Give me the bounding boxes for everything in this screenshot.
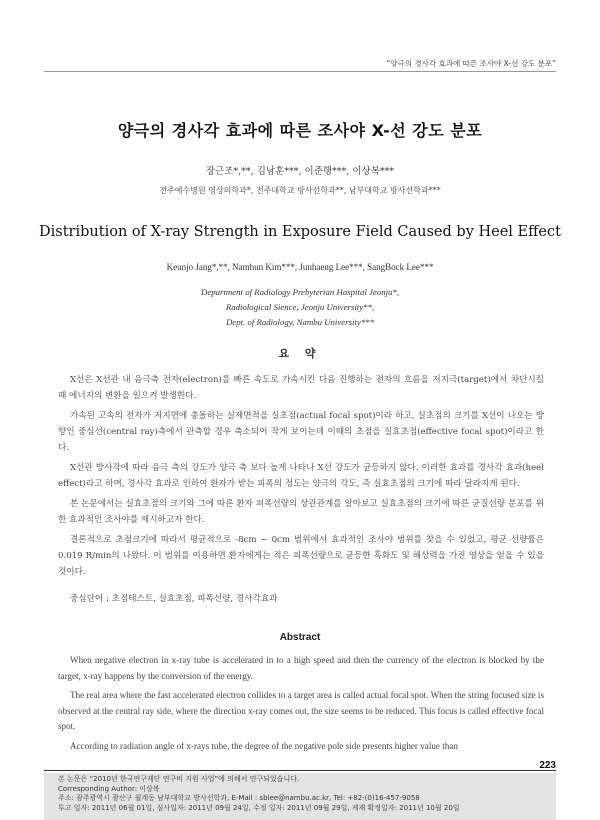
page-number: 223 — [539, 760, 556, 771]
footnote-box — [44, 773, 556, 820]
korean-authors: 장근조*,**, 김남훈***, 이준행***, 이상복*** — [205, 166, 395, 177]
keywords: 중심단어 : 초점테스트, 실효초점, 피폭선량, 경사각효과 — [70, 594, 278, 604]
abstract-paragraph: X선은 X선관 내 음극측 전자(electron)를 빠른 속도로 가속시킨 다음 진행하는 전자의 흐름을 저지극(target)에서 차단시킬 때 에너지의 변환을 일으켜 발생한다. — [58, 375, 544, 401]
abstract-paragraph: 결론적으로 초점크기에 따라서 평균적으로 -8cm ~ 0cm 범위에서 효과적인 조사야 범위를 찾을 수 있었고, 평균 선량률은 0.019 R/min의 나왔다. 이 범위를 이용하면 환자에게는 적은 피폭선량으로 균등한 흑화도 및 해상력을 가진 영상을 얻을 수 있을 것이다. — [58, 535, 544, 577]
korean-affiliations: 전주예수병원 영상의학과*, 전주대학교 방사선학과**, 남부대학교 방사선학과*** — [159, 186, 441, 195]
footnote-funding: 본 논문은 “2010년 한국연구재단 연구비 지원 사업”에 의해서 연구되었습니다. — [58, 775, 300, 783]
english-affiliations — [0, 285, 600, 330]
header-rule — [44, 71, 556, 72]
korean-title: 양극의 경사각 효과에 따른 조사야 X-선 강도 분포 — [117, 121, 483, 140]
affiliation-line: Radiological Sience, Jeonju University**, — [225, 302, 375, 312]
abstract-paragraph: According to radiation angle of x-rays tube, the degree of the negative pole side presents higher value than — [70, 740, 458, 751]
english-abstract — [58, 653, 544, 757]
running-head: “양극의 경사각 효과에 따른 조사야 X-선 강도 분포” — [386, 59, 556, 68]
english-authors: Keunjo Jang*,**, Namhun Kim***, Junhaeng Lee***, SangBock Lee*** — [166, 262, 434, 272]
footer-rule — [44, 770, 556, 771]
abstract-paragraph: When negative electron in x-ray tube is accelerated in to a high speed and then the currency of the electron is blocked by the target, x-ray happens by the conversion of the energy. — [58, 655, 544, 681]
footnote-author: Corresponding Author: 이상복 — [58, 784, 160, 793]
abstract-paragraph: X선관 방사각에 따라 음극 측의 강도가 양극 측 보다 높게 나타나 X선 강도가 균등하지 않다. 이러한 효과를 경사각 효과(heel effect)라고 하며, 경사각 효과로 인하여 환자가 받는 피폭의 정도는 양극의 각도, 즉 실효초점의 크기에 따라 달라지게 된다. — [58, 463, 544, 489]
abstract-paragraph: The real area where the fast accelerated electron collides to a target area is called actual focal spot. When the string focused size is observed at the central ray side, where the direction x-ray comes out, the size seems to be reduced. This focus is called effective focal spot. — [58, 690, 544, 731]
affiliation-line: Department of Radiology Prebyterian Hospital Jeonju*, — [200, 287, 400, 297]
affiliation-line: Dept. of Radiology, Nambu University*** — [225, 317, 375, 327]
footnote-dates: 투고 일자: 2011년 06월 01일, 심사일자: 2011년 09월 24일, 수정 일자: 2011년 09월 29일, 게재 확정일자: 2011년 10월 20일 — [58, 803, 460, 812]
korean-abstract — [58, 372, 544, 584]
english-abstract-heading: Abstract — [279, 632, 321, 643]
korean-abstract-heading: 요 약 — [278, 347, 322, 360]
abstract-paragraph: 본 논문에서는 실효초점의 크기와 그에 따른 환자 피폭선량의 상관관계를 알아보고 실효초점의 크기에 따른 균질선량 분포를 위한 효과적인 조사야를 제시하고자 한다. — [58, 499, 544, 525]
abstract-paragraph: 가속된 고속의 전자가 저지면에 충돌하는 실제면적을 실초점(actual focal spot)이라 하고, 실초점의 크기를 X선이 나오는 방향인 중심선(central ray)측에서 관측할 경우 축소되어 작게 보이는데 이때의 초점을 실효초점(effective focal spot)이라고 한다. — [58, 411, 544, 453]
english-title: Distribution of X-ray Strength in Exposure Field Caused by Heel Effect — [39, 224, 561, 240]
footnote-address: 주소: 광주광역시 광산구 월계동 남부대학교 방사선학과, E-Mail : sblee@nambu.ac.kr, Tel: +82-(0)16-457-9058 — [58, 794, 420, 802]
